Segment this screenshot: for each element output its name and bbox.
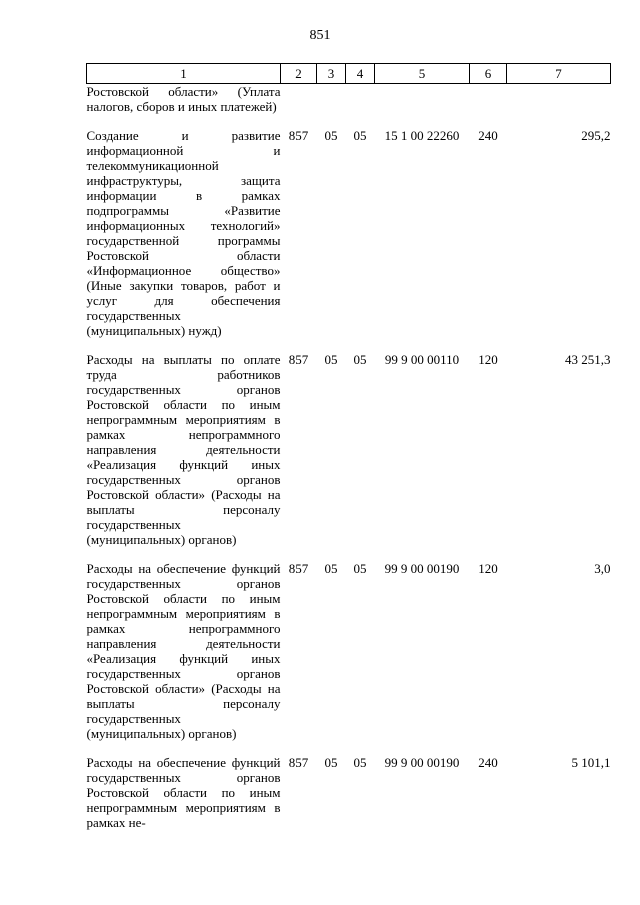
section-code: 05 [324, 755, 338, 770]
subsection-code: 05 [353, 128, 367, 143]
section-code: 05 [324, 128, 338, 143]
subsection-code [346, 84, 375, 129]
table-row [87, 128, 611, 352]
subsection-code: 05 [353, 755, 367, 770]
expense-type-code [470, 84, 507, 129]
row-description: Расходы на обеспечение функций государственных органов Ростовской области по иным непрограммным мероприятиям в рамках не- [86, 755, 281, 830]
ministry-code [281, 84, 317, 129]
table-row [87, 755, 611, 844]
column-header: 1 [87, 64, 281, 84]
ministry-code: 857 [288, 561, 309, 576]
ministry-code: 857 [288, 352, 309, 367]
ministry-code: 857 [288, 128, 309, 143]
row-description: Расходы на выплаты по оплате труда работников государственных органов Ростовской области по иным непрограммным мероприятиям в рамках непрограммного направления деятельности «Реализация функций иных государственных органов Ростовской области» (Расходы на выплаты персоналу государственных (муниципальных) органов) [86, 352, 281, 547]
target-article-code: 99 9 00 00110 [384, 352, 460, 367]
expense-type-code: 120 [478, 561, 498, 576]
expense-type-code: 240 [478, 128, 498, 143]
subsection-code: 05 [353, 352, 367, 367]
column-header: 7 [507, 64, 611, 84]
row-description: Ростовской области» (Уплата налогов, сборов и иных платежей) [86, 84, 281, 114]
column-header: 6 [470, 64, 507, 84]
section-code [317, 84, 346, 129]
amount: 43 251,3 [565, 352, 611, 367]
ministry-code: 857 [288, 755, 309, 770]
target-article-code: 99 9 00 00190 [384, 755, 460, 770]
target-article-code [375, 84, 470, 129]
amount [507, 84, 611, 129]
page-number: 851 [309, 28, 331, 43]
table-row [87, 352, 611, 561]
expense-type-code: 120 [478, 352, 498, 367]
column-header: 2 [281, 64, 317, 84]
expense-type-code: 240 [478, 755, 498, 770]
row-description: Расходы на обеспечение функций государственных органов Ростовской области по иным непрограммным мероприятиям в рамках непрограммного направления деятельности «Реализация функций иных государственных органов Ростовской области» (Расходы на выплаты персоналу государственных (муниципальных) органов) [86, 561, 281, 741]
subsection-code: 05 [353, 561, 367, 576]
target-article-code: 15 1 00 22260 [384, 128, 460, 143]
header-row [87, 64, 611, 84]
amount: 3,0 [594, 561, 611, 576]
column-header: 4 [346, 64, 375, 84]
column-header: 3 [317, 64, 346, 84]
row-description: Создание и развитие информационной и телекоммуникационной инфраструктуры, защита информации в рамках подпрограммы «Развитие информационных технологий» государственной программы Ростовской области «Информационное общество» (Иные закупки товаров, работ и услуг для обеспечения государственных (муниципальных) нужд) [86, 128, 281, 338]
budget-table [86, 63, 611, 844]
target-article-code: 99 9 00 00190 [384, 561, 460, 576]
table-row [87, 561, 611, 755]
section-code: 05 [324, 561, 338, 576]
table-row [87, 84, 611, 129]
column-header: 5 [375, 64, 470, 84]
amount: 5 101,1 [571, 755, 611, 770]
amount: 295,2 [581, 128, 611, 143]
section-code: 05 [324, 352, 338, 367]
